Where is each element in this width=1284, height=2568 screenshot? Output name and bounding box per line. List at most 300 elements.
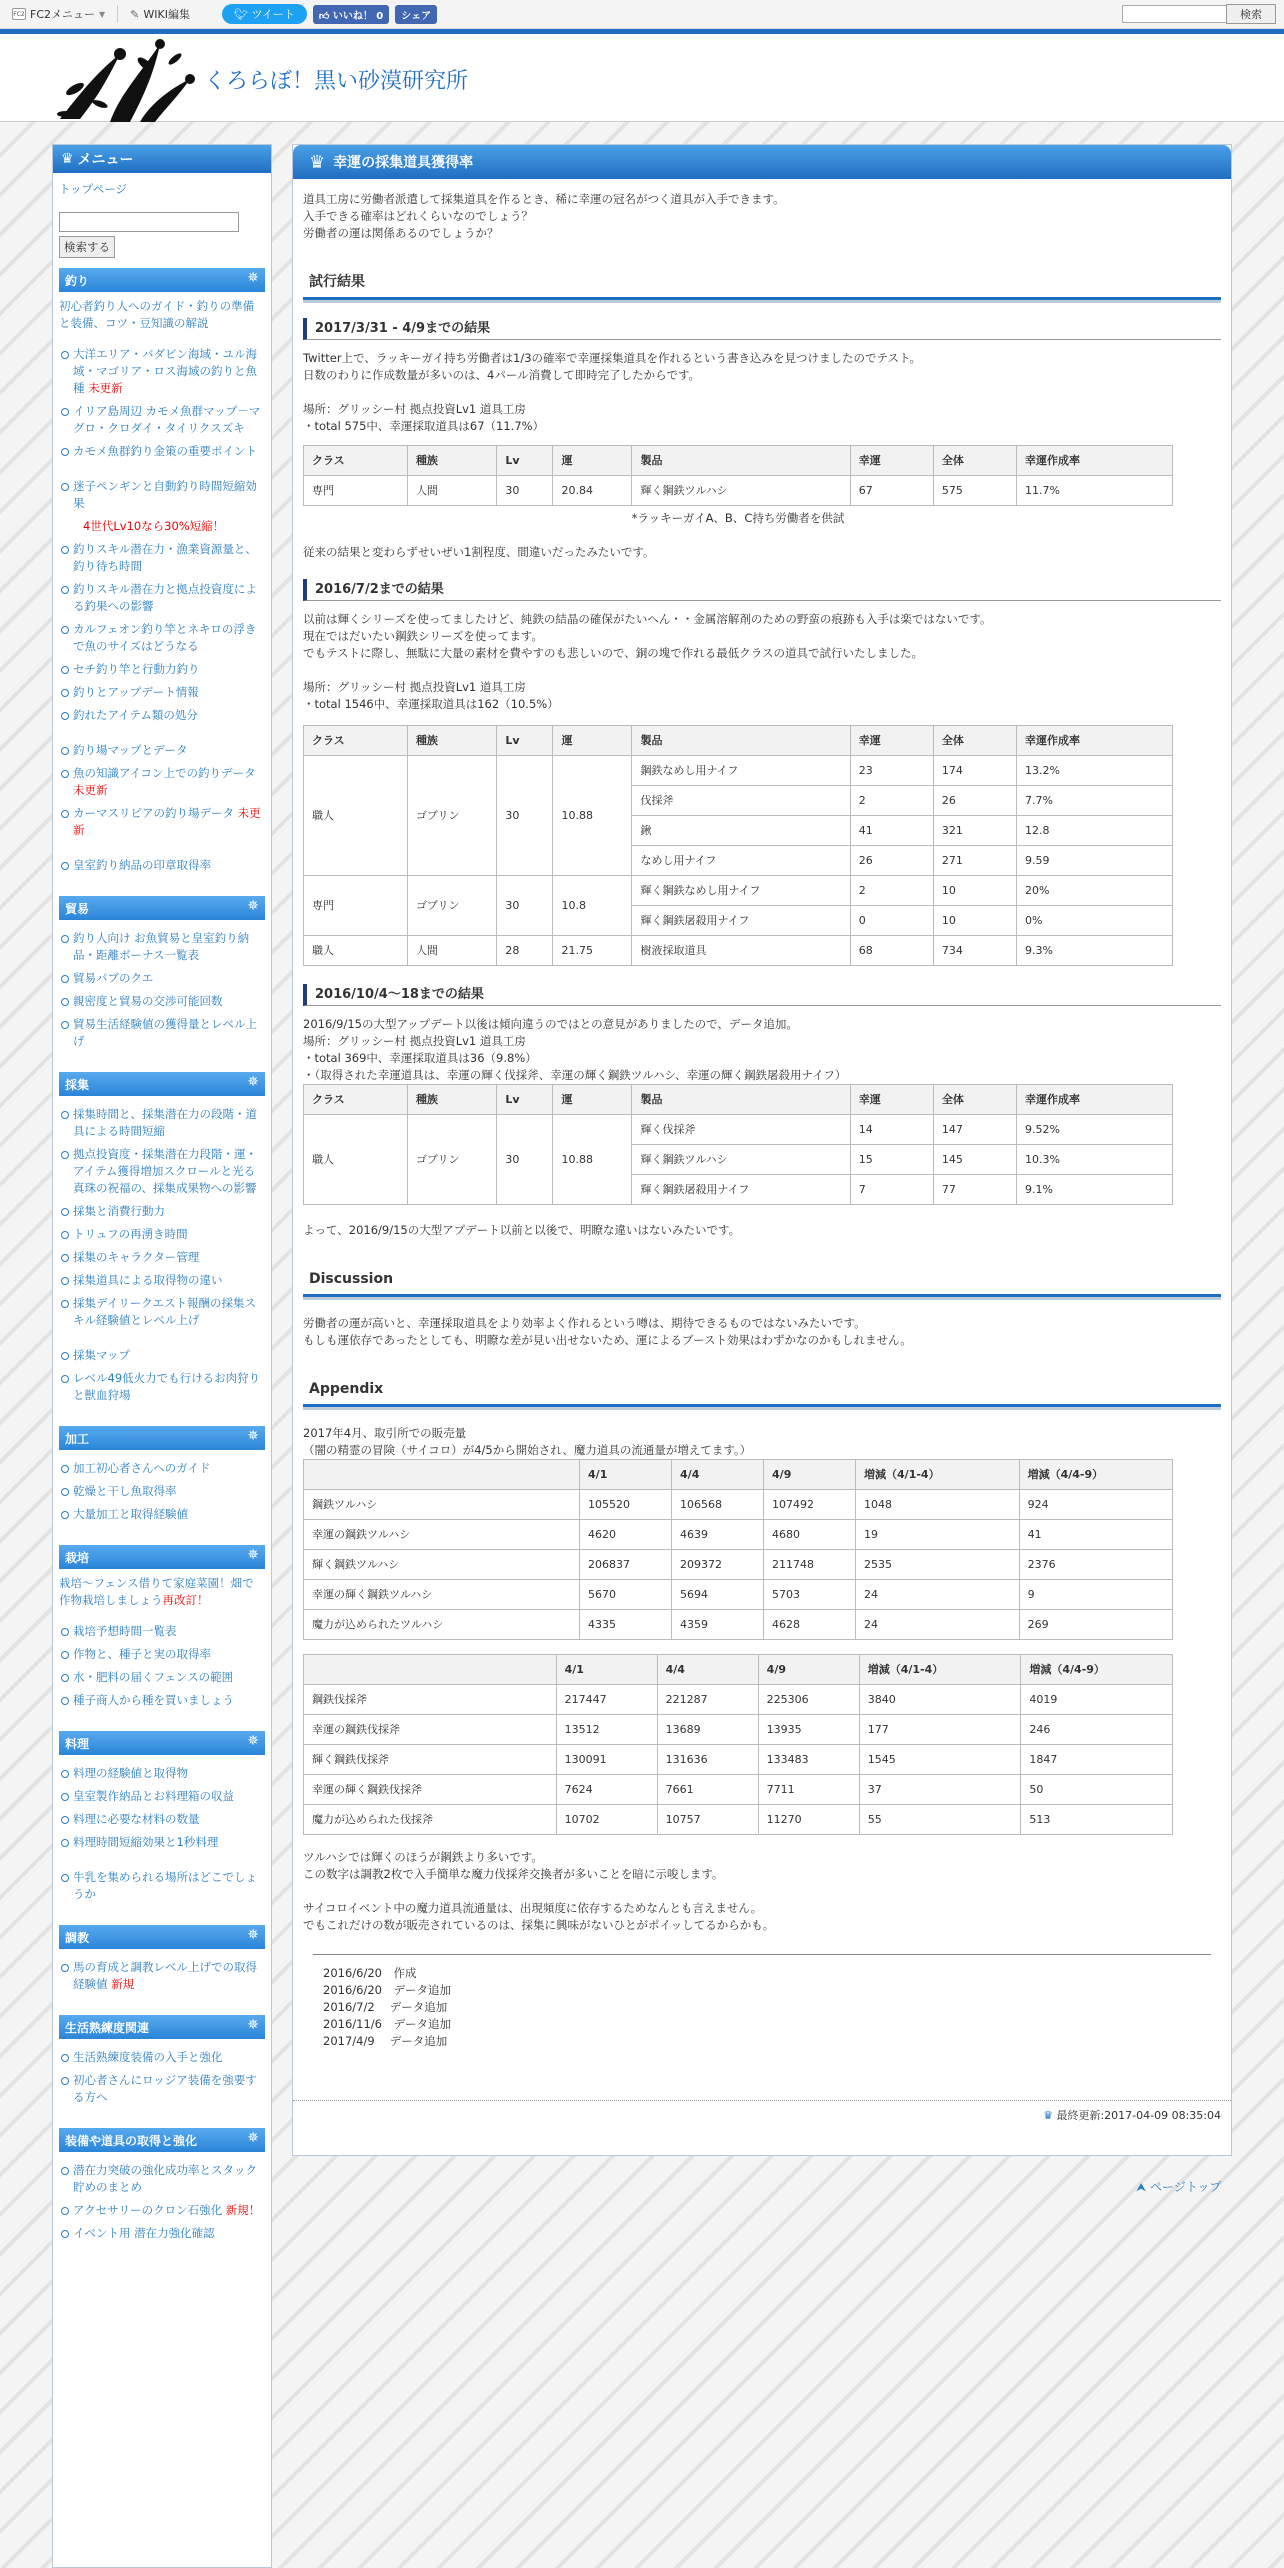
table-cell: 人間 [407,476,496,506]
sidebar-link[interactable] [59,1370,265,1404]
wiki-edit-label: WIKI編集 [143,8,190,21]
table-cell: 174 [933,756,1016,786]
pagetop-link[interactable] [1136,2178,1221,2195]
history-entry: 2016/6/20 データ追加 [323,1983,451,1997]
history-entry: 2016/6/20 作成 [323,1966,417,1980]
table-cell: 106568 [672,1490,764,1520]
sidebar-link-label: 釣り人向け お魚貿易と皇室釣り納品・距離ボーナス一覧表 [73,931,250,962]
section-intro-link[interactable] [53,1575,271,1619]
table-cell: 鋼鉄なめし用ナイフ [632,756,850,786]
sidebar-link-label: カルフェオン釣り竿とネキロの浮きで魚のサイズはどうなる [73,622,257,653]
arrow-up-icon: ⮝ [1136,2180,1147,2194]
sidebar-link[interactable] [59,2162,265,2196]
sparkle-icon: ✵ [247,898,259,914]
table-cell: 68 [850,936,933,966]
table-cell: 55 [859,1805,1021,1835]
sidebar-link[interactable] [59,1272,265,1289]
sidebar-link[interactable] [59,2049,265,2066]
table-cell: 魔力が込められたツルハシ [304,1610,580,1640]
sidebar-link-label: 乾燥と干し魚取得率 [73,1484,177,1498]
table-cell: 5703 [764,1580,856,1610]
table-cell: 輝く伐採斧 [632,1115,850,1145]
table-row [304,936,1173,966]
table-row [304,876,1173,906]
sidebar-link[interactable] [59,1203,265,1220]
sidebar-link-label: 種子商人から種を買いましょう [73,1693,234,1707]
sidebar-link[interactable] [59,1869,265,1903]
sidebar-link-label: 大洋エリア・バダビン海域・ユル海域・マゴリア・ロス海域の釣りと魚種 [73,347,257,395]
table-cell: 幸運の鋼鉄ツルハシ [304,1520,580,1550]
heading-2017: 2017/3/31 - 4/9までの結果 [303,318,1221,340]
sidebar-link[interactable] [59,1959,265,1993]
table-cell: 50 [1021,1775,1173,1805]
table-cell: 145 [933,1145,1016,1175]
column-header: 幸運作成率 [1017,1085,1173,1115]
table-cell: 輝く鋼鉄ツルハシ [632,476,850,506]
sidebar-link[interactable] [59,661,265,678]
table-cell: 7661 [657,1775,758,1805]
section-title: 調教 [65,1930,90,1945]
sidebar-link[interactable] [59,403,265,437]
sparkle-icon: ✵ [247,1733,259,1749]
sidebar-link[interactable] [59,621,265,655]
sidebar-link-label: イベント用 潜在力強化確認 [73,2226,215,2240]
toppage-link[interactable]: トップページ [59,182,127,196]
sidebar-search-button[interactable]: 検索する [59,236,115,258]
sidebar-link-label: 貿易パブのクエ [73,971,154,985]
caret-down-icon: ▼ [99,9,106,19]
table-cell: 2 [850,786,933,816]
text-line: 労働者の運が高いと、幸運採取道具をより効率よく作れるという噂は、期待できるものではないみたいです。 [303,1316,866,1330]
sidebar-list [53,926,271,1050]
table-cell: 7 [850,1175,933,1205]
table-cell: 30 [497,476,553,506]
column-header: クラス [304,1085,408,1115]
table-cell: 217447 [556,1685,657,1715]
s1-paragraph-1 [303,350,1221,384]
sidebar-section-header [59,2015,265,2039]
table-cell: 131636 [657,1745,758,1775]
text-line: 現在ではだいたい鋼鉄シリーズを使ってます。 [303,629,544,643]
section-intro-note: 再改訂！ [162,1593,209,1607]
sidebar-link[interactable] [59,993,265,1010]
table-cell: 67 [850,476,933,506]
table-cell: 人間 [407,936,496,966]
spacer [59,1857,265,1869]
table-cell: ゴブリン [407,876,496,936]
table-cell: 13689 [657,1715,758,1745]
sidebar-link-label: 潜在力突破の強化成功率とスタック貯めのまとめ [73,2163,257,2194]
column-header: 4/9 [764,1460,856,1490]
column-header: 全体 [933,446,1016,476]
table-cell: 211748 [764,1550,856,1580]
text-line: 入手できる確率はどれくらいなのでしょう？ [303,209,533,223]
edit-icon: ✎ [130,7,140,21]
sidebar-link[interactable] [59,684,265,701]
table-cell: 鋼鉄伐採斧 [304,1685,557,1715]
table-2016-7 [303,725,1173,966]
table-cell: 15 [850,1145,933,1175]
sidebar-link[interactable] [59,478,265,535]
sidebar-link-label: 牛乳を集められる場所はどこでしょうか [73,1870,257,1901]
divider [117,5,118,23]
column-header: 全体 [933,726,1016,756]
table-cell: 4019 [1021,1685,1173,1715]
sidebar-list [53,1761,271,1903]
text-line: Twitter上で、ラッキーガイ持ち労働者は1/3の確率で幸運採集道具を作れるという書き込みを見つけましたのでテスト。 [303,351,922,365]
table-cell: 5694 [672,1580,764,1610]
table-cell: 職人 [304,936,408,966]
history-entry: 2017/4/9 データ追加 [323,2034,448,2048]
sidebar-link-note: 未更新 [73,806,261,837]
table-cell: 13.2% [1017,756,1173,786]
sidebar-link[interactable] [59,1347,265,1364]
sidebar-link[interactable] [59,930,265,964]
sidebar-link[interactable] [59,1295,265,1329]
section-title: 採集 [65,1077,90,1092]
text-line: 労働者の運は関係あるのでしょうか？ [303,226,499,240]
sidebar-link-label: 親密度と貿易の交渉可能回数 [73,994,223,1008]
table-cell: 513 [1021,1805,1173,1835]
s1-conclusion: 従来の結果と変わらずせいぜい1割程度、間違いだったみたいです。 [303,545,655,559]
table-2016-10 [303,1084,1173,1205]
table-cell: 輝く鋼鉄伐採斧 [304,1745,557,1775]
column-header: 増減（4/1-4） [859,1655,1021,1685]
discussion-paragraph [303,1315,1221,1349]
top-toolbar [0,0,1284,29]
sidebar-link[interactable] [59,1106,265,1140]
sidebar-link-label: 採集道具による取得物の違い [73,1273,223,1287]
s2-paragraph-1 [303,611,1221,662]
section-title: 加工 [65,1431,90,1446]
table-cell: 魔力が込められた伐採斧 [304,1805,557,1835]
table-cell: 11.7% [1017,476,1173,506]
text-line: 場所：グリッシー村 拠点投資Lv1 道具工房 [303,680,526,694]
column-header: 幸運 [850,446,933,476]
column-header: Lv [497,726,553,756]
table-cell: 9.59 [1017,846,1173,876]
sidebar-link[interactable] [59,443,265,460]
table-cell: 4620 [580,1520,672,1550]
table-cell: 7.7% [1017,786,1173,816]
table-cell: 30 [497,1115,553,1205]
site-header [0,34,1284,122]
section-title: 貿易 [65,901,90,916]
sidebar-section-header [59,268,265,292]
sidebar-list [53,2045,271,2106]
table-row [304,1490,1173,1520]
table-row [304,1610,1173,1640]
sidebar-link-label: 釣りスキル潜在力・漁業資源量と、釣り待ち時間 [73,542,257,573]
table-cell: 133483 [758,1745,859,1775]
column-header: 種族 [407,726,496,756]
sidebar-link[interactable] [59,707,265,724]
section-title: 料理 [65,1736,90,1751]
sidebar-link-label: 貿易生活経験値の獲得量とレベル上げ [73,1017,257,1048]
thumbs-up-icon: 👍︎ [318,10,330,22]
table-header-row [304,1655,1173,1685]
table-cell: 206837 [580,1550,672,1580]
table-cell: ゴブリン [407,1115,496,1205]
table-cell: 105520 [580,1490,672,1520]
heading-2016-7: 2016/7/2までの結果 [303,579,1221,601]
sidebar-sections [53,268,271,2242]
like-button[interactable] [313,5,389,24]
table-cell: 12.8 [1017,816,1173,846]
sidebar-link-label: カーマスリピアの釣り場データ [73,806,234,820]
table-cell: 734 [933,936,1016,966]
sidebar-search-input[interactable] [59,212,239,232]
table-cell: 13512 [556,1715,657,1745]
sidebar-link-label: カモメ魚群釣り金策の重要ポイント [73,444,257,458]
s1-note: *ラッキーガイA、B、C持ち労働者を供試 [631,511,845,525]
table-header-row [304,1460,1173,1490]
sidebar-link-note: 新規！ [222,2203,261,2217]
text-line: 場所：グリッシー村 拠点投資Lv1 道具工房 [303,1034,526,1048]
column-header: 4/1 [580,1460,672,1490]
text-line: 日数のわりに作成数量が多いのは、4パール消費して即時完了したからです。 [303,368,701,382]
table-cell: 107492 [764,1490,856,1520]
table-2017 [303,445,1173,506]
sidebar-link-label: 迷子ペンギンと自動釣り時間短縮効果 [73,479,257,510]
table-cell: 3840 [859,1685,1021,1715]
table-row [304,1520,1173,1550]
table-row [304,1745,1173,1775]
article-footer [293,2100,1231,2129]
column-header: 製品 [632,446,850,476]
sidebar-link[interactable] [59,1483,265,1500]
sparkle-icon: ✵ [247,270,259,286]
table-cell: 4639 [672,1520,764,1550]
sidebar-link-label: レベル49低火力でも行けるお肉狩りと獣血狩場 [73,1371,261,1402]
sidebar-link[interactable] [59,541,265,575]
sidebar-link[interactable] [59,1669,265,1686]
table-cell: 鍬 [632,816,850,846]
spacer [59,466,265,478]
table-cell: 575 [933,476,1016,506]
heading-appendix: Appendix [303,1375,1221,1407]
table-cell: 10 [933,906,1016,936]
share-button[interactable]: シェア [395,5,437,24]
column-header: Lv [497,1085,553,1115]
table-cell: 20.84 [553,476,632,506]
table-cell: 246 [1021,1715,1173,1745]
sidebar-header [53,145,271,173]
table-row [304,1115,1173,1145]
table-row [304,1805,1173,1835]
sidebar-section-header [59,1731,265,1755]
table-cell: 20% [1017,876,1173,906]
table-cell: 樹液採取道具 [632,936,850,966]
table-cell: 209372 [672,1550,764,1580]
sidebar-list [53,1619,271,1709]
sidebar-link[interactable] [59,857,265,874]
table-cell: 4628 [764,1610,856,1640]
table-cell: 10 [933,876,1016,906]
sparkle-icon: ✵ [247,2017,259,2033]
sidebar-link[interactable] [59,1834,265,1851]
sidebar-link[interactable] [59,2225,265,2242]
table-cell: 幸運の鋼鉄伐採斧 [304,1715,557,1745]
text-line: ・total 1546中、幸運採取道具は162（10.5%） [303,697,559,711]
column-header: 運 [553,1085,632,1115]
s2-paragraph-2 [303,679,1221,713]
s1-paragraph-2 [303,401,1221,435]
sidebar-link-label: 魚の知識アイコン上での釣りデータ [73,766,256,780]
sidebar-title: メニュー [77,152,134,168]
sidebar-link-label: 馬の育成と調教レベル上げでの取得経験値 [73,1960,257,1991]
section-intro-link[interactable] [53,298,271,342]
sidebar-link[interactable] [59,805,265,839]
sidebar-list [53,1456,271,1523]
table-cell: 幸運の輝く鋼鉄ツルハシ [304,1580,580,1610]
column-header [304,1460,580,1490]
column-header: 種族 [407,1085,496,1115]
text-line: ・total 575中、幸運採取道具は67（11.7%） [303,419,545,433]
pagetop-label: ページトップ [1150,2180,1222,2194]
sidebar-link-sub: 4世代Lv10なら30%短縮！ [83,519,225,533]
top-search-button[interactable]: 検索 [1226,4,1276,24]
table-cell: 4680 [764,1520,856,1550]
sidebar-link-label: 採集デイリークエスト報酬の採集スキル経験値とレベル上げ [73,1296,256,1327]
sidebar-link[interactable] [59,2072,265,2106]
text-line: 以前は輝くシリーズを使ってましたけど、純鉄の結晶の確保がたいへん・・金属溶解剤のための野蛮の痕跡も入手は楽ではないです。 [303,612,992,626]
table-cell: 37 [859,1775,1021,1805]
text-line: もしも運依存であったとしても、明瞭な差が見い出せないため、運によるブースト効果はわずかなのかもしれません。 [303,1333,912,1347]
wiki-edit-link[interactable] [124,4,196,24]
table-cell: 幸運の輝く鋼鉄伐採斧 [304,1775,557,1805]
table-cell: 専門 [304,876,408,936]
table-cell: 41 [850,816,933,846]
sidebar-link[interactable] [59,1646,265,1663]
sidebar-link[interactable] [59,1692,265,1709]
fc2-menu[interactable] [6,4,111,24]
sparkle-icon: ✵ [247,1547,259,1563]
sidebar-link[interactable] [59,1146,265,1197]
sidebar-link[interactable] [59,2202,265,2219]
sparkle-icon: ✵ [247,1927,259,1943]
table-cell: 7711 [758,1775,859,1805]
sidebar-link[interactable] [59,970,265,987]
sidebar-list [53,1102,271,1404]
sidebar-link[interactable] [59,1226,265,1243]
sidebar-link[interactable] [59,581,265,615]
text-line: ・（取得された幸運道具は、幸運の輝く伐採斧、幸運の輝く鋼鉄ツルハシ、幸運の輝く鋼鉄屠殺用ナイフ） [303,1068,847,1082]
column-header: 全体 [933,1085,1016,1115]
table-header-row [304,726,1173,756]
table-row [304,1775,1173,1805]
sidebar-link[interactable] [59,1506,265,1523]
column-header: 幸運 [850,1085,933,1115]
table-cell: なめし用ナイフ [632,846,850,876]
table-cell: 924 [1019,1490,1172,1520]
sparkle-icon: ✵ [247,1428,259,1444]
section-title: 釣り [65,273,90,288]
fc2-logo-icon: FC2 [12,8,26,20]
history-log [313,1954,1211,2060]
fc2-menu-label: FC2メニュー [30,8,96,21]
table-cell: 職人 [304,756,408,876]
table-row [304,1580,1173,1610]
table-cell: 11270 [758,1805,859,1835]
sidebar-link[interactable] [59,1623,265,1640]
table-header-row [304,1085,1173,1115]
column-header: 運 [553,726,632,756]
table-cell: 10702 [556,1805,657,1835]
table-header-row [304,446,1173,476]
sidebar-link-label: 水・肥料の届くフェンスの範囲 [73,1670,234,1684]
sidebar-link-label: 釣れたアイテム類の処分 [73,708,198,722]
intro-paragraph [303,191,1221,242]
text-line: サイコロイベント中の魔力道具流通量は、出現頻度に依存するためなんとも言えません。 [303,1901,763,1915]
sidebar-link-label: 採集マップ [73,1348,131,1362]
text-line: でもこれだけの数が販売されているのは、採集に興味がないひとがポイッしてるからかも。 [303,1918,775,1932]
column-header: 製品 [632,726,850,756]
sparkle-icon: ✵ [247,1074,259,1090]
sidebar-link-note: 未更新 [84,381,123,395]
table-axe-sales [303,1654,1173,1835]
table-cell: 9.1% [1017,1175,1173,1205]
column-header: 種族 [407,446,496,476]
sidebar-section-header [59,1072,265,1096]
sidebar-link[interactable] [59,1460,265,1477]
sidebar-section-header [59,2128,265,2152]
sidebar-link-label: 加工初心者さんへのガイド [73,1461,211,1475]
sidebar-link-label: 料理の経験値と取得物 [73,1766,188,1780]
table-cell: 輝く鋼鉄ツルハシ [632,1145,850,1175]
table-cell: 10.8 [553,876,632,936]
tweet-button[interactable] [222,4,307,24]
sidebar-link[interactable] [59,1788,265,1805]
text-line: ツルハシでは輝くのほうが鋼鉄より多いです。 [303,1850,543,1864]
sidebar-link[interactable] [59,1811,265,1828]
sidebar-link[interactable] [59,742,265,759]
appendix-intro [303,1425,1221,1459]
column-header: クラス [304,446,408,476]
sidebar-link-label: 拠点投資度・採集潜在力段階・運・アイテム獲得増加スクロールと光る真珠の祝福の、採集成果物への影響 [73,1147,257,1195]
pin-icon: ♛ [61,151,74,167]
sidebar-link-label: 生活熟練度装備の入手と強化 [73,2050,223,2064]
sidebar-section-header [59,896,265,920]
table-cell: 5670 [580,1580,672,1610]
table-cell: 26 [933,786,1016,816]
table-cell: 職人 [304,1115,408,1205]
table-cell: 26 [850,846,933,876]
sidebar-link[interactable] [59,1249,265,1266]
sparkle-icon: ✵ [247,2130,259,2146]
column-header: 製品 [632,1085,850,1115]
column-header: 運 [553,446,632,476]
table-cell: 23 [850,756,933,786]
table-cell: 1545 [859,1745,1021,1775]
sidebar-link-label: 採集と消費行動力 [73,1204,165,1218]
last-updated: 最終更新:2017-04-09 08:35:04 [1056,2109,1221,2122]
sidebar-link[interactable] [59,1765,265,1782]
floral-ornament-icon [50,34,200,122]
table-cell: 130091 [556,1745,657,1775]
update-icon: ♛ [1043,2109,1053,2122]
table-row [304,756,1173,786]
sidebar-link[interactable] [59,346,265,397]
site-title[interactable]: くろらぼ！黒い砂漠研究所 [204,69,469,94]
table-cell: 2376 [1019,1550,1172,1580]
sidebar-link[interactable] [59,1016,265,1050]
text-line: ・total 369中、幸運採取道具は36（9.8%） [303,1051,537,1065]
table-cell: 13935 [758,1715,859,1745]
table-cell: 専門 [304,476,408,506]
table-cell: 輝く鋼鉄ツルハシ [304,1550,580,1580]
sidebar-link[interactable] [59,765,265,799]
